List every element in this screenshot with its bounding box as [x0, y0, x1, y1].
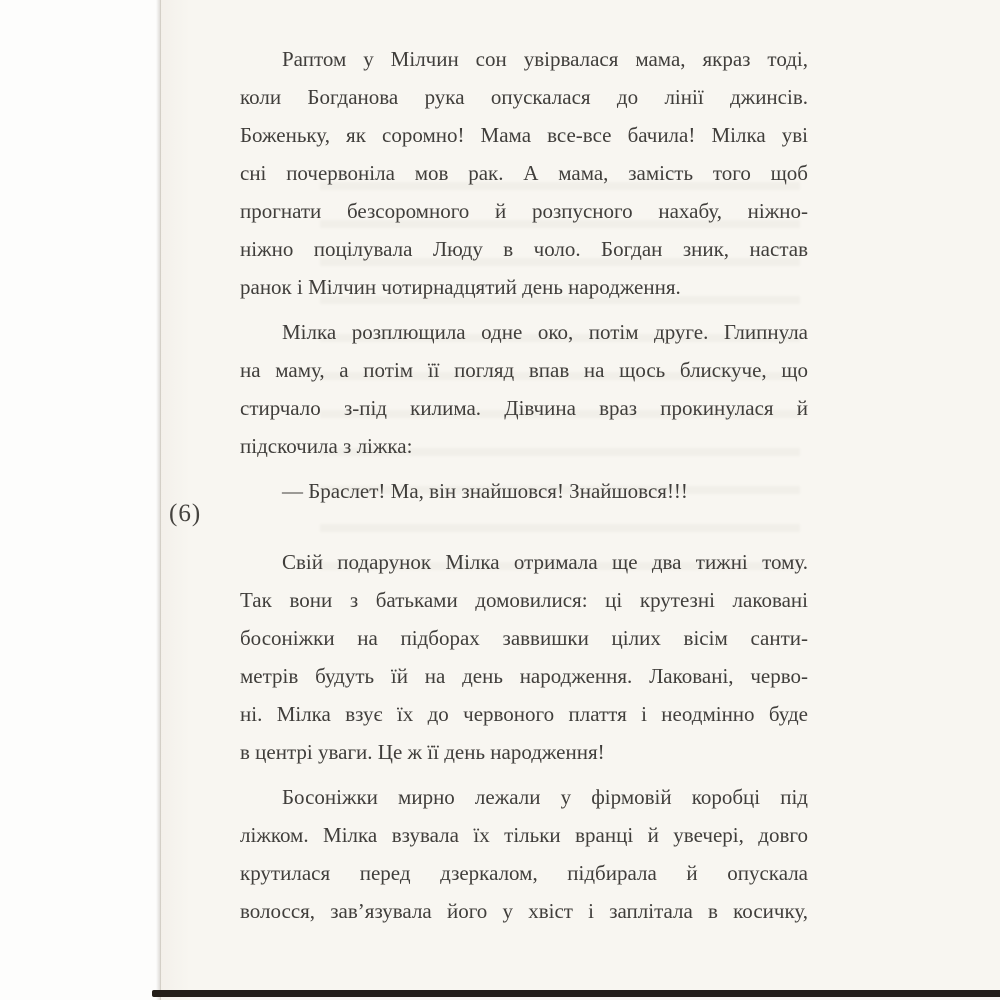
- text-line: ніжно поцілувала Люду в чоло. Богдан зник, настав: [240, 237, 808, 261]
- paragraph: [240, 778, 808, 930]
- text-line: — Браслет! Ма, він знайшовся! Знайшовся!!!: [282, 479, 688, 503]
- page-left-edge: [156, 0, 161, 1000]
- text-line: Свій подарунок Мілка отримала ще два тижні тому.: [282, 550, 808, 574]
- paragraph: [240, 543, 808, 771]
- text-line: прогнати безсоромного й розпусного нахабу, ніжно-: [240, 199, 808, 223]
- margin-note: (6): [169, 500, 202, 527]
- text-line: крутилася перед дзеркалом, підбирала й опускала: [240, 861, 808, 885]
- text-line: на маму, а потім її погляд впав на щось блискуче, що: [240, 358, 808, 382]
- text-line: підскочила з ліжка:: [240, 434, 413, 458]
- text-line: коли Богданова рука опускалася до лінії джинсів.: [240, 85, 808, 109]
- text-line: босоніжки на підборах заввишки цілих вісім санти-: [240, 626, 808, 650]
- text-line: Мілка розплющила одне око, потім друге. Глипнула: [282, 320, 808, 344]
- page-text-block: [240, 40, 808, 937]
- text-line: Так вони з батьками домовилися: ці крутезні лаковані: [240, 588, 808, 612]
- text-line: метрів будуть їй на день народження. Лаковані, черво-: [240, 664, 808, 688]
- paragraph: [240, 40, 808, 306]
- text-line: Босоніжки мирно лежали у фірмовій коробці під: [282, 785, 808, 809]
- page-bottom-edge: [152, 990, 1000, 997]
- text-line: стирчало з-під килима. Дівчина враз прокинулася й: [240, 396, 808, 420]
- text-line: в центрі уваги. Це ж її день народження!: [240, 740, 605, 764]
- text-line: сні почервоніла мов рак. А мама, замість того щоб: [240, 161, 808, 185]
- text-line: волосся, зав’язувала його у хвіст і заплітала в косичку,: [240, 899, 808, 923]
- paragraph: [240, 313, 808, 465]
- text-line: ні. Мілка взує їх до червоного плаття і неодмінно буде: [240, 702, 808, 726]
- text-line: ліжком. Мілка взувала їх тільки вранці й увечері, довго: [240, 823, 808, 847]
- text-line: Боженьку, як соромно! Мама все-все бачила! Мілка уві: [240, 123, 808, 147]
- text-line: ранок і Мілчин чотирнадцятий день народження.: [240, 275, 681, 299]
- paragraph: [240, 472, 808, 510]
- text-line: Раптом у Мілчин сон увірвалася мама, якраз тоді,: [282, 47, 808, 71]
